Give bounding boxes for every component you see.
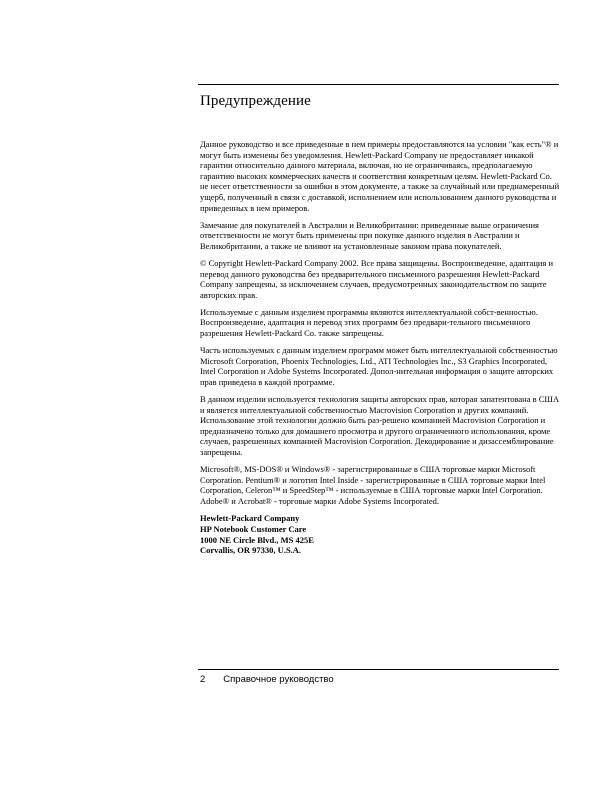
page-title: Предупреждение [200,93,311,109]
paragraph-australia-uk-note: Замечание для покупателей в Австралии и Великобритании: приведенные выше ограничения ответственности не могут быть применены при покупке данного изделия в Австралии и Великобритании, а также не влияют на установленные законом права покупателей. [200,219,539,251]
page-number: 2 [200,674,206,685]
paragraph-macrovision: В данном изделии используется технология защиты авторских прав, которая запатентована в США и является интеллектуальной собственностью Macrovision Corporation и других компаний. Использование этой технологии должно быть раз-решено компанией Macrovision Corporation и предназначено только для домашнего просмотра и другого ограниченного использования, кроме случаев, разрешенных компанией Macrovision Corporation. Декодирование и дизассемблирование запрещены. [200,393,560,457]
contact-address [200,513,562,556]
contact-company: Hewlett-Packard Company [200,512,300,523]
document-body [200,139,562,556]
contact-department: HP Notebook Customer Care [200,523,307,534]
contact-city: Corvallis, OR 97330, U.S.A. [200,545,302,556]
page-footer [200,674,334,685]
paragraph-copyright: © Copyright Hewlett-Packard Company 2002. Все права защищены. Воспроизведение, адаптация и перевод данного руководства без предварительного письменного разрешения Hewlett-Packard Company запрещены, за исключением случаев, предусмотренных законодательством по защите авторских прав. [200,257,553,300]
book-title: Справочное руководство [223,674,334,685]
footer-rule [198,669,559,670]
paragraph-third-party-software: Часть используемых с данным изделием программ может быть интеллектуальной собственностью Microsoft Corporation, Phoenix Technologies, Ltd., ATI Technologies Inc., S3 Graphics Incorporated, Intel Corporation и Adobe Systems Incorporated. Допол-нительная информация о защите авторских прав приведена в каждой программе. [200,345,558,387]
contact-street: 1000 NE Circle Blvd., MS 425E [200,534,314,545]
paragraph-software-ip: Используемые с данным изделием программы являются интеллектуальной собст-венностью. Воспроизведение, адаптация и перевод этих программ без предвари-тельного письменного разрешения Hewlett-Packard Co. также запрещены. [200,306,538,338]
paragraph-disclaimer: Данное руководство и все приведенные в нем примеры предоставляются на условии "как есть"® и могут быть изменены без уведомления. Hewlett-Packard Company не предоставляет никакой гарантии относительно данного материала, включая, но не ограничиваясь, предполагаемую гарантию высоких коммерческих качеств и соответствия конкретным целям. Hewlett-Packard Co. не несет ответственности за ошибки в этом документе, а также за случайный или преднамеренный ущерб, полученный в связи с доставкой, исполнением или использованием данного руководства и приведенных в нем примеров. [200,139,560,213]
header-rule [198,84,559,85]
paragraph-trademarks: Microsoft®, MS-DOS® и Windows® - зарегистрированные в США торговые марки Microsoft Corporation. Pentium® и логотип Intel Inside - зарегистрированные в США торговые марки Intel Corporation, Celeron™ и SpeedStep™ - используемые в США торговые марки Intel Corporation. Adobe® и Acrobat® - торговые марки Adobe Systems Incorporated. [200,464,546,506]
